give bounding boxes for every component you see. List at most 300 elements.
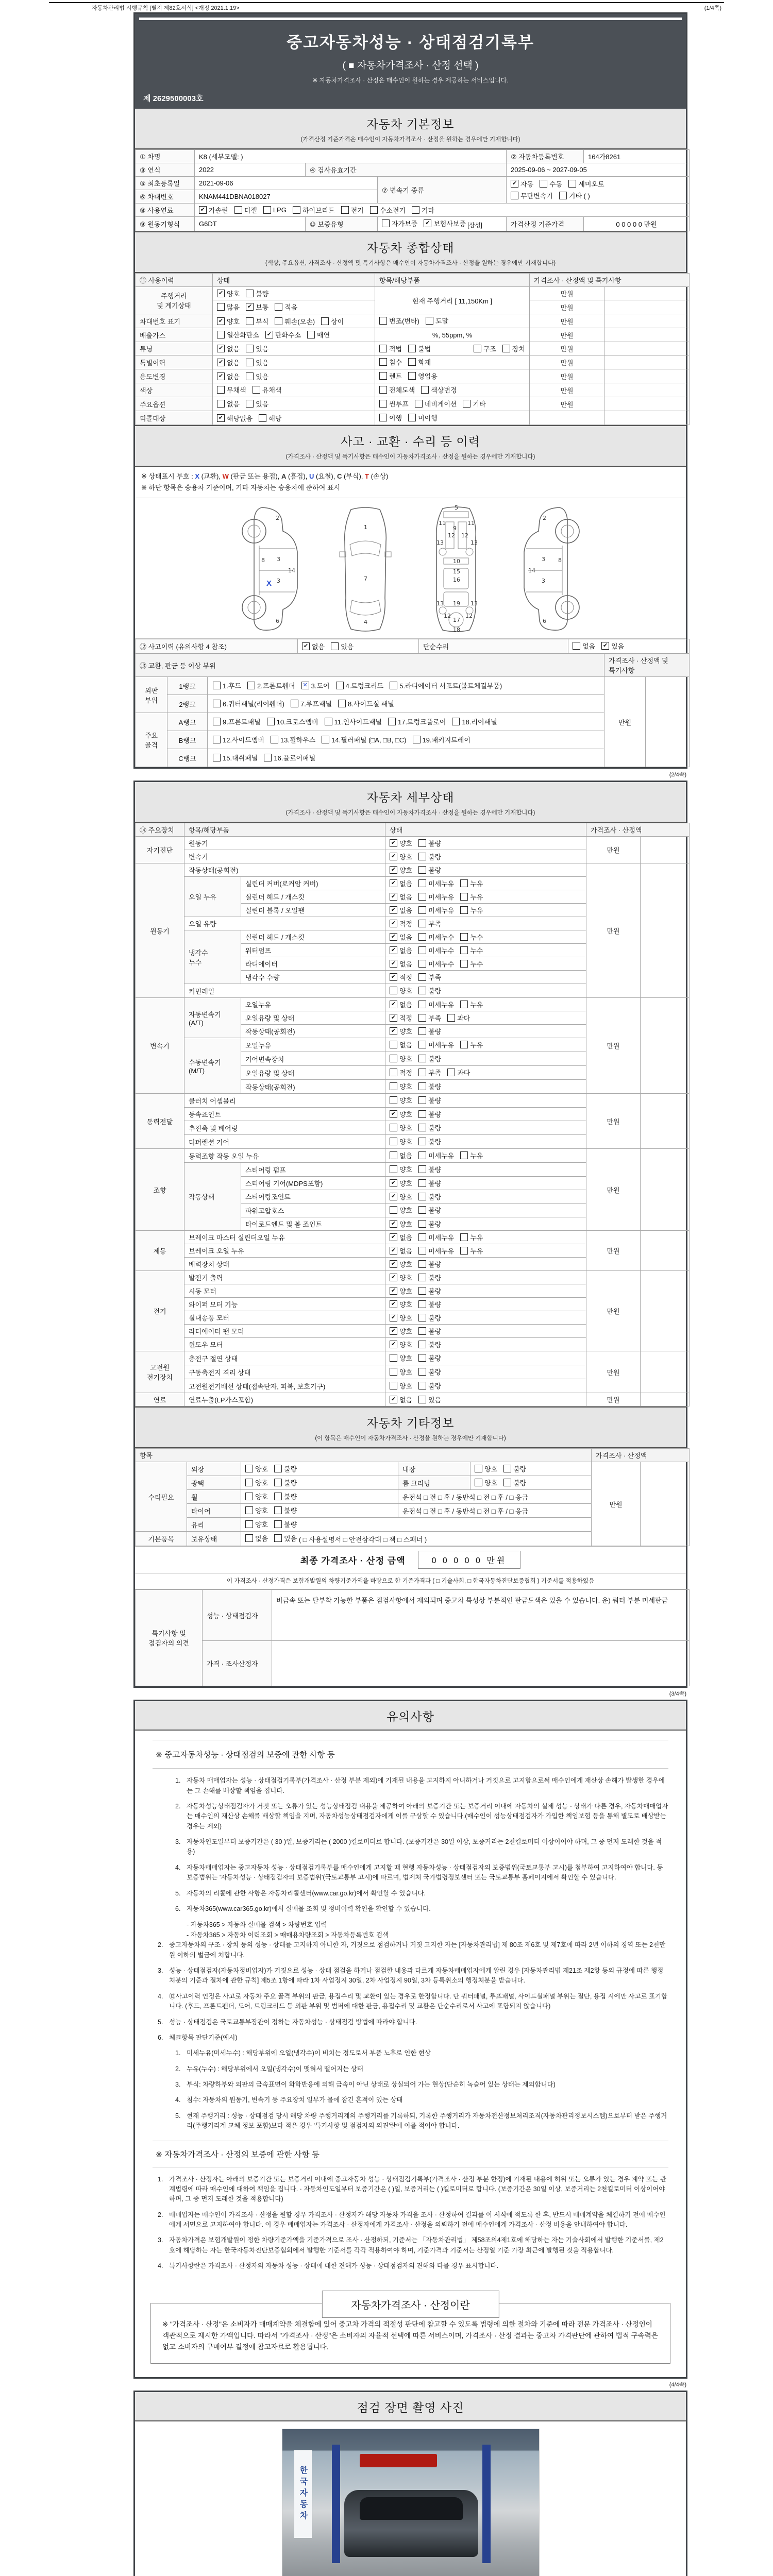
- checkbox-box: ✔: [390, 879, 397, 887]
- checkbox-양호[interactable]: [390, 1353, 412, 1363]
- checkbox-1.후드[interactable]: [213, 681, 241, 690]
- checkbox-미세누수[interactable]: [418, 932, 454, 942]
- checkbox-box: [418, 1055, 426, 1062]
- checkbox-box: [418, 1368, 426, 1376]
- checkbox-6.쿼터패널(리어휀더)[interactable]: [213, 699, 284, 708]
- checkbox-양호[interactable]: [390, 865, 412, 875]
- checkbox-없음[interactable]: [217, 371, 240, 381]
- checkbox-불량[interactable]: [418, 1353, 441, 1363]
- checkbox-적정[interactable]: [390, 919, 412, 928]
- checkbox-group: [199, 205, 434, 215]
- checkbox-group: [474, 344, 525, 353]
- checkbox-양호[interactable]: [390, 1326, 412, 1336]
- etc-basic-extra: ( □ 사용설명서 □ 안전삼각대 □ 잭 □ 스패너 ): [297, 1536, 427, 1544]
- note-cell: [641, 1149, 690, 1231]
- checkbox-해당[interactable]: [259, 413, 281, 423]
- checkbox-화재[interactable]: [408, 357, 431, 367]
- checkbox-label: 양호: [484, 1479, 498, 1487]
- checkbox-있음[interactable]: [246, 358, 268, 367]
- checkbox-보험사보증[interactable]: [424, 218, 466, 228]
- checkbox-보통[interactable]: [246, 302, 268, 312]
- checkbox-불량[interactable]: [418, 1178, 441, 1188]
- checkbox-label: 누유: [470, 880, 483, 888]
- checkbox-box: ✔: [390, 1193, 397, 1200]
- checkbox-양호[interactable]: [390, 1123, 412, 1132]
- checkbox-양호[interactable]: [245, 1478, 268, 1487]
- checkbox-없음[interactable]: [390, 1232, 412, 1242]
- state-cell: [385, 1284, 586, 1298]
- notice-item-text: 부식: 차량하부와 외판의 금속표면이 화학반응에 의해 금속이 아닌 상태로 상실되어 가는 현상(단순히 녹슬어 있는 상태는 제외합니다): [187, 2081, 556, 2089]
- checkbox-불량[interactable]: [418, 1273, 441, 1282]
- checkbox-없음[interactable]: [390, 1395, 412, 1404]
- etc-extra: 운전석 □ 전 □ 후 / 동반석 □ 전 □ 후 / □ 응급: [398, 1504, 592, 1518]
- checkbox-침수[interactable]: [379, 357, 402, 367]
- checkbox-양호[interactable]: [217, 316, 240, 326]
- checkbox-label: 양호: [399, 1328, 413, 1336]
- checkbox-색상변경[interactable]: [421, 385, 457, 395]
- checkbox-LPG[interactable]: [263, 206, 287, 214]
- checkbox-부족[interactable]: [418, 1067, 441, 1077]
- checkbox-적법[interactable]: [379, 344, 402, 353]
- checkbox-box: [418, 853, 426, 860]
- checkbox-양호[interactable]: [475, 1464, 497, 1473]
- checkbox-box: ✔: [424, 219, 431, 227]
- checkbox-해당없음[interactable]: [217, 413, 253, 423]
- checkbox-누유[interactable]: [460, 892, 483, 902]
- checkbox-미세누유[interactable]: [418, 905, 454, 915]
- checkbox-양호[interactable]: [390, 986, 412, 995]
- simple-repair-options: [568, 639, 690, 653]
- checkbox-14.필러패널 (□A, □B, □C)[interactable]: [322, 735, 406, 744]
- checkbox-미세누유[interactable]: [418, 1040, 454, 1049]
- checkbox-양호[interactable]: [217, 289, 240, 298]
- checkbox-불량[interactable]: [274, 1505, 297, 1515]
- checkbox-label: 없음: [399, 960, 413, 969]
- checkbox-부족[interactable]: [418, 919, 441, 928]
- etc-subtitle: (이 항목은 매수인이 자동차가격조사 · 산정을 원하는 경우에만 기재합니다): [315, 1435, 506, 1442]
- checkbox-적정[interactable]: [390, 1013, 412, 1023]
- checkbox-불량[interactable]: [418, 1219, 441, 1229]
- checkbox-무단변속기[interactable]: [511, 191, 553, 200]
- checkbox-없음[interactable]: [217, 358, 240, 367]
- checkbox-없음[interactable]: [390, 932, 412, 942]
- etc-name: 휠: [187, 1490, 241, 1504]
- item-label: 연료누출(LP가스포함): [184, 1393, 385, 1406]
- checkbox-box: [418, 1165, 426, 1173]
- checkbox-있음[interactable]: [274, 1533, 297, 1543]
- checkbox-box: ✔: [390, 1233, 397, 1241]
- checkbox-box: [474, 345, 481, 352]
- item-label: 오일 유량: [184, 917, 385, 930]
- checkbox-양호[interactable]: [390, 1095, 412, 1105]
- checkbox-label: 불량: [428, 1083, 442, 1091]
- item-label: 디퍼렌셜 기어: [184, 1135, 385, 1149]
- checkbox-box: [418, 1179, 426, 1187]
- warranty-provider-note: [삼성]: [466, 223, 482, 229]
- checkbox-구조[interactable]: [474, 344, 496, 353]
- checkbox-box: [418, 1151, 426, 1159]
- checkbox-누유[interactable]: [460, 1150, 483, 1160]
- checkbox-불량[interactable]: [418, 1259, 441, 1269]
- checkbox-5.라디에이터 서포트(볼트체결부품)[interactable]: [390, 681, 502, 690]
- checkbox-누수[interactable]: [460, 959, 483, 969]
- checkbox-box: [418, 920, 426, 927]
- checkbox-누수[interactable]: [460, 945, 483, 955]
- basic-info-subtitle: (가격산정 기준가격은 매수인이 자동차가격조사 · 산정을 원하는 경우에만 기재합니다): [300, 137, 520, 143]
- checkbox-box: [390, 1151, 397, 1159]
- checkbox-box: [418, 973, 426, 981]
- checkbox-group: [390, 1353, 441, 1363]
- checkbox-미세누수[interactable]: [418, 959, 454, 969]
- checkbox-가솔린[interactable]: [199, 205, 228, 215]
- checkbox-미이행[interactable]: [408, 413, 438, 422]
- checkbox-8.사이드실 패널[interactable]: [338, 699, 394, 708]
- checkbox-label: 유채색: [262, 386, 282, 394]
- checkbox-미세누유[interactable]: [418, 1232, 454, 1242]
- checkbox-불량[interactable]: [274, 1492, 297, 1501]
- checkbox-label: 과다: [457, 1069, 470, 1077]
- checkbox-label: 화재: [418, 359, 431, 366]
- checkbox-양호[interactable]: [390, 852, 412, 861]
- checkbox-기타[interactable]: [412, 205, 434, 215]
- checkbox-불량[interactable]: [418, 1164, 441, 1174]
- checkbox-양호[interactable]: [390, 1054, 412, 1063]
- checkbox-불량[interactable]: [418, 1095, 441, 1105]
- checkbox-디젤[interactable]: [234, 205, 257, 215]
- checkbox-부식[interactable]: [246, 316, 268, 326]
- checkbox-양호[interactable]: [390, 1313, 412, 1323]
- state-cell: [213, 328, 375, 342]
- checkbox-양호[interactable]: [390, 1299, 412, 1309]
- checkbox-box: [246, 359, 254, 366]
- page-1: [133, 12, 687, 769]
- svg-text:13: 13: [470, 600, 478, 607]
- checkbox-label: 양호: [399, 867, 413, 875]
- checkbox-네비게이션[interactable]: [415, 399, 457, 409]
- legend-letter-W: W: [222, 472, 229, 480]
- checkbox-불량[interactable]: [246, 289, 268, 298]
- etc-title: 자동차 기타정보: [366, 1416, 455, 1430]
- checkbox-없음[interactable]: [390, 1040, 412, 1049]
- checkbox-양호[interactable]: [390, 1367, 412, 1377]
- checkbox-적정[interactable]: [390, 1067, 412, 1077]
- checkbox-적음[interactable]: [275, 302, 297, 312]
- checkbox-양호[interactable]: [390, 1192, 412, 1201]
- checkbox-label: 해당없음: [227, 414, 253, 422]
- checkbox-group: [390, 892, 483, 902]
- checkbox-불량[interactable]: [503, 1478, 526, 1487]
- checkbox-불량[interactable]: [418, 852, 441, 861]
- checkbox-적정[interactable]: [390, 972, 412, 982]
- checkbox-box: [390, 1368, 397, 1376]
- checkbox-label: 없음: [255, 1535, 268, 1543]
- checkbox-group: [390, 1164, 441, 1174]
- item-cell: [375, 397, 530, 411]
- checkbox-없음[interactable]: [390, 1150, 412, 1160]
- note-cell: [604, 342, 690, 355]
- checkbox-누유[interactable]: [460, 1246, 483, 1256]
- checkbox-부족[interactable]: [418, 972, 441, 982]
- checkbox-label: 불량: [284, 1507, 297, 1515]
- checkbox-label: 자가보증: [392, 220, 418, 228]
- checkbox-label: 양호: [399, 987, 413, 995]
- checkbox-양호[interactable]: [390, 1178, 412, 1188]
- checkbox-상이[interactable]: [321, 316, 344, 326]
- checkbox-label: 미세누유: [428, 893, 455, 902]
- checkbox-box: [460, 879, 468, 887]
- notice-item-text: 현재 주행거리 : 성능 · 상태점검 당시 해당 차량 주행거리계의 주행거리를 기록하되, 기록한 주행거리가 자동차전산정보처리조직(자동차관리정보시스템)으로부터 받은 주행거리(주행거리계 교체 정보 포함)보다 적은 경우 '특기사항 및 점검자의 의견'란에 이를 적어야 합니다.: [187, 2112, 667, 2130]
- checkbox-양호[interactable]: [390, 1219, 412, 1229]
- checkbox-누유[interactable]: [460, 999, 483, 1009]
- checkbox-양호[interactable]: [245, 1464, 268, 1473]
- checkbox-양호[interactable]: [390, 1081, 412, 1091]
- checkbox-양호[interactable]: [390, 1137, 412, 1146]
- checkbox-양호[interactable]: [390, 1286, 412, 1296]
- checkbox-양호[interactable]: [245, 1492, 268, 1501]
- checkbox-수동[interactable]: [540, 179, 562, 189]
- checkbox-장치[interactable]: [502, 344, 525, 353]
- checkbox-label: 불량: [284, 1465, 297, 1473]
- checkbox-4.트렁크리드[interactable]: [336, 681, 384, 690]
- checkbox-11.인사이드패널[interactable]: [325, 717, 382, 726]
- checkbox-있음[interactable]: [601, 641, 624, 651]
- page-3: [133, 1700, 687, 2379]
- checkbox-있음[interactable]: [246, 399, 268, 409]
- checkbox-불량[interactable]: [418, 1299, 441, 1309]
- checkbox-렌트[interactable]: [379, 371, 402, 381]
- checkbox-전체도색[interactable]: [379, 385, 415, 395]
- checkbox-양호[interactable]: [390, 1340, 412, 1349]
- checkbox-미세누유[interactable]: [418, 892, 454, 902]
- checkbox-있음[interactable]: [418, 1395, 441, 1404]
- notice-subitem: [175, 2048, 668, 2058]
- notice-item-text: 미세누유(미세누수) : 해당부위에 오일(냉각수)이 비치는 정도로서 부품 노후로 인한 현상: [187, 2049, 431, 2057]
- checkbox-2.프론트휀더[interactable]: [247, 681, 295, 690]
- checkbox-18.리어패널[interactable]: [452, 717, 497, 726]
- item-label: 동력조향 작동 오일 누유: [184, 1149, 385, 1163]
- checkbox-label: 불량: [284, 1479, 297, 1487]
- checkbox-훼손(오손)[interactable]: [275, 316, 315, 326]
- first-reg-label: ⑤ 최초등록일: [136, 177, 195, 190]
- warranty-options: [378, 217, 507, 231]
- checkbox-양호[interactable]: [475, 1478, 497, 1487]
- checkbox-10.크로스멤버[interactable]: [267, 717, 318, 726]
- checkbox-없음[interactable]: [390, 905, 412, 915]
- checkbox-없음[interactable]: [390, 945, 412, 955]
- checkbox-없음[interactable]: [573, 641, 595, 651]
- checkbox-많음[interactable]: [217, 302, 240, 312]
- checkbox-불량[interactable]: [418, 1192, 441, 1201]
- checkbox-box: [418, 879, 426, 887]
- checkbox-하이브리드[interactable]: [293, 205, 335, 215]
- checkbox-양호[interactable]: [390, 1109, 412, 1119]
- checkbox-없음[interactable]: [390, 878, 412, 888]
- checkbox-양호[interactable]: [245, 1519, 268, 1529]
- checkbox-box: ✔: [217, 359, 225, 366]
- checkbox-미세누수[interactable]: [418, 945, 454, 955]
- checkbox-불량[interactable]: [418, 1313, 441, 1323]
- checkbox-있음[interactable]: [331, 641, 354, 651]
- checkbox-불량[interactable]: [418, 1054, 441, 1063]
- inspection-period-label: ④ 검사유효기간: [306, 163, 507, 177]
- final-amount-value: 0 0 0 0 0 만원: [418, 1551, 521, 1569]
- checkbox-미세누유[interactable]: [418, 999, 454, 1009]
- checkbox-없음[interactable]: [217, 399, 240, 409]
- checkbox-불량[interactable]: [418, 1326, 441, 1336]
- checkbox-label: 불량: [428, 853, 442, 861]
- checkbox-누유[interactable]: [460, 905, 483, 915]
- checkbox-누유[interactable]: [460, 878, 483, 888]
- checkbox-기타 ( )[interactable]: [559, 191, 590, 200]
- checkbox-box: [246, 400, 254, 408]
- checkbox-매연[interactable]: [307, 330, 330, 340]
- checkbox-부족[interactable]: [418, 1013, 441, 1023]
- checkbox-불량[interactable]: [418, 1286, 441, 1296]
- checkbox-유채색[interactable]: [253, 385, 282, 395]
- checkbox-미세누유[interactable]: [418, 1246, 454, 1256]
- checkbox-과다[interactable]: [447, 1067, 470, 1077]
- checkbox-불량[interactable]: [418, 1026, 441, 1036]
- checkbox-자동[interactable]: [511, 179, 533, 189]
- checkbox-없음[interactable]: [245, 1533, 268, 1543]
- checkbox-불량[interactable]: [418, 986, 441, 995]
- checkbox-불법[interactable]: [408, 344, 431, 353]
- checkbox-불량[interactable]: [274, 1519, 297, 1529]
- checkbox-영업용[interactable]: [408, 371, 438, 381]
- checkbox-있음[interactable]: [246, 344, 268, 353]
- checkbox-도말[interactable]: [426, 316, 448, 326]
- checkbox-불량[interactable]: [418, 1123, 441, 1132]
- checkbox-기타[interactable]: [463, 399, 485, 409]
- checkbox-box: [331, 642, 339, 650]
- checkbox-양호[interactable]: [390, 1381, 412, 1391]
- checkbox-불량[interactable]: [418, 1340, 441, 1349]
- checkbox-group: [379, 413, 438, 422]
- checkbox-label: 불량: [513, 1479, 527, 1487]
- checkbox-group: [390, 1219, 441, 1229]
- checkbox-불량[interactable]: [418, 1205, 441, 1215]
- checkbox-불량[interactable]: [418, 1109, 441, 1119]
- checkbox-양호[interactable]: [390, 1205, 412, 1215]
- checkbox-label: 상이: [331, 317, 344, 326]
- etc-opts: [241, 1490, 398, 1504]
- checkbox-7.루프패널[interactable]: [291, 699, 332, 708]
- legend-note: ※ 하단 항목은 승용차 기준이며, 기타 자동차는 승용차에 준하여 표시: [141, 484, 341, 492]
- device-group-label: 제동: [136, 1231, 184, 1271]
- checkbox-불량[interactable]: [418, 838, 441, 848]
- checkbox-label: 18.리어패널: [462, 718, 497, 726]
- checkbox-불량[interactable]: [274, 1478, 297, 1487]
- checkbox-일산화탄소[interactable]: [217, 330, 259, 340]
- item-label: 배력장치 상태: [184, 1258, 385, 1271]
- checkbox-label: 미세누수: [428, 934, 455, 942]
- checkbox-label: 9.프론트패널: [223, 718, 261, 726]
- checkbox-양호[interactable]: [390, 1259, 412, 1269]
- checkbox-양호[interactable]: [390, 1026, 412, 1036]
- table-row: [136, 1231, 690, 1244]
- checkbox-없음[interactable]: [302, 641, 325, 651]
- checkbox-있음[interactable]: [246, 371, 268, 381]
- checkbox-무채색[interactable]: [217, 385, 246, 395]
- checkbox-미세누유[interactable]: [418, 1150, 454, 1160]
- checkbox-썬루프[interactable]: [379, 399, 409, 409]
- checkbox-탄화수소[interactable]: [265, 330, 301, 340]
- checkbox-미세누유[interactable]: [418, 878, 454, 888]
- checkbox-불량[interactable]: [274, 1464, 297, 1473]
- checkbox-없음[interactable]: [217, 344, 240, 353]
- price-cell: 만원: [530, 314, 604, 328]
- checkbox-없음[interactable]: [390, 959, 412, 969]
- checkbox-없음[interactable]: [390, 999, 412, 1009]
- device-sub-label: 냉각수 누수: [184, 930, 241, 984]
- state-cell: [385, 1011, 586, 1025]
- checkbox-box: [460, 1001, 468, 1008]
- checkbox-자가보증[interactable]: [382, 218, 417, 228]
- checkbox-box: [418, 1300, 426, 1308]
- checkbox-16.플로어패널[interactable]: [264, 753, 315, 762]
- checkbox-과다[interactable]: [447, 1013, 470, 1023]
- checkbox-양호[interactable]: [390, 1273, 412, 1282]
- checkbox-없음[interactable]: [390, 1246, 412, 1256]
- checkbox-누유[interactable]: [460, 1232, 483, 1242]
- checkbox-15.대쉬패널[interactable]: [213, 753, 258, 762]
- checkbox-group: [213, 699, 394, 708]
- checkbox-box: ✔: [390, 973, 397, 981]
- checkbox-불량[interactable]: [503, 1464, 526, 1473]
- checkbox-전기[interactable]: [341, 205, 364, 215]
- checkbox-box: [390, 987, 397, 994]
- checkbox-19.패키지트레이[interactable]: [413, 735, 470, 744]
- checkbox-불량[interactable]: [418, 865, 441, 875]
- first-reg-value: 2021-09-06: [195, 177, 378, 190]
- checkbox-12.사이드멤버[interactable]: [213, 735, 264, 744]
- checkbox-box: [390, 682, 397, 689]
- checkbox-box: [418, 987, 426, 994]
- item-label: 고전원전기배선 상태(접속단자, 피복, 보호기구): [184, 1379, 385, 1393]
- checkbox-양호[interactable]: [245, 1505, 268, 1515]
- item-label: 라디에이터 팬 모터: [184, 1325, 385, 1338]
- state-cell: [385, 1311, 586, 1325]
- exchange-panel-table: [135, 653, 690, 767]
- checkbox-누수[interactable]: [460, 932, 483, 942]
- checkbox-불량[interactable]: [418, 1081, 441, 1091]
- checkbox-이행[interactable]: [379, 413, 402, 422]
- checkbox-불량[interactable]: [418, 1137, 441, 1146]
- checkbox-수소전기[interactable]: [370, 205, 406, 215]
- checkbox-세미오토[interactable]: [568, 179, 604, 189]
- car-diagrams: [135, 498, 686, 639]
- checkbox-없음[interactable]: [390, 892, 412, 902]
- checkbox-불량[interactable]: [418, 1381, 441, 1391]
- checkbox-누유[interactable]: [460, 1040, 483, 1049]
- checkbox-17.트렁크플로어[interactable]: [388, 717, 446, 726]
- checkbox-13.휠하우스[interactable]: [271, 735, 315, 744]
- checkbox-양호[interactable]: [390, 1164, 412, 1174]
- checkbox-변조(변타)[interactable]: [379, 316, 419, 326]
- checkbox-3.도어[interactable]: [301, 681, 330, 690]
- checkbox-box: [418, 1287, 426, 1295]
- mileage-state-2: [213, 300, 375, 314]
- checkbox-label: 불량: [513, 1465, 527, 1473]
- checkbox-group: [390, 865, 441, 875]
- checkbox-box: [382, 219, 390, 227]
- checkbox-불량[interactable]: [418, 1367, 441, 1377]
- svg-text:5: 5: [454, 504, 458, 512]
- notice-item-number: 1.: [158, 2175, 163, 2183]
- checkbox-9.프론트패널[interactable]: [213, 717, 261, 726]
- state-cell: [385, 1052, 586, 1066]
- checkbox-양호[interactable]: [390, 838, 412, 848]
